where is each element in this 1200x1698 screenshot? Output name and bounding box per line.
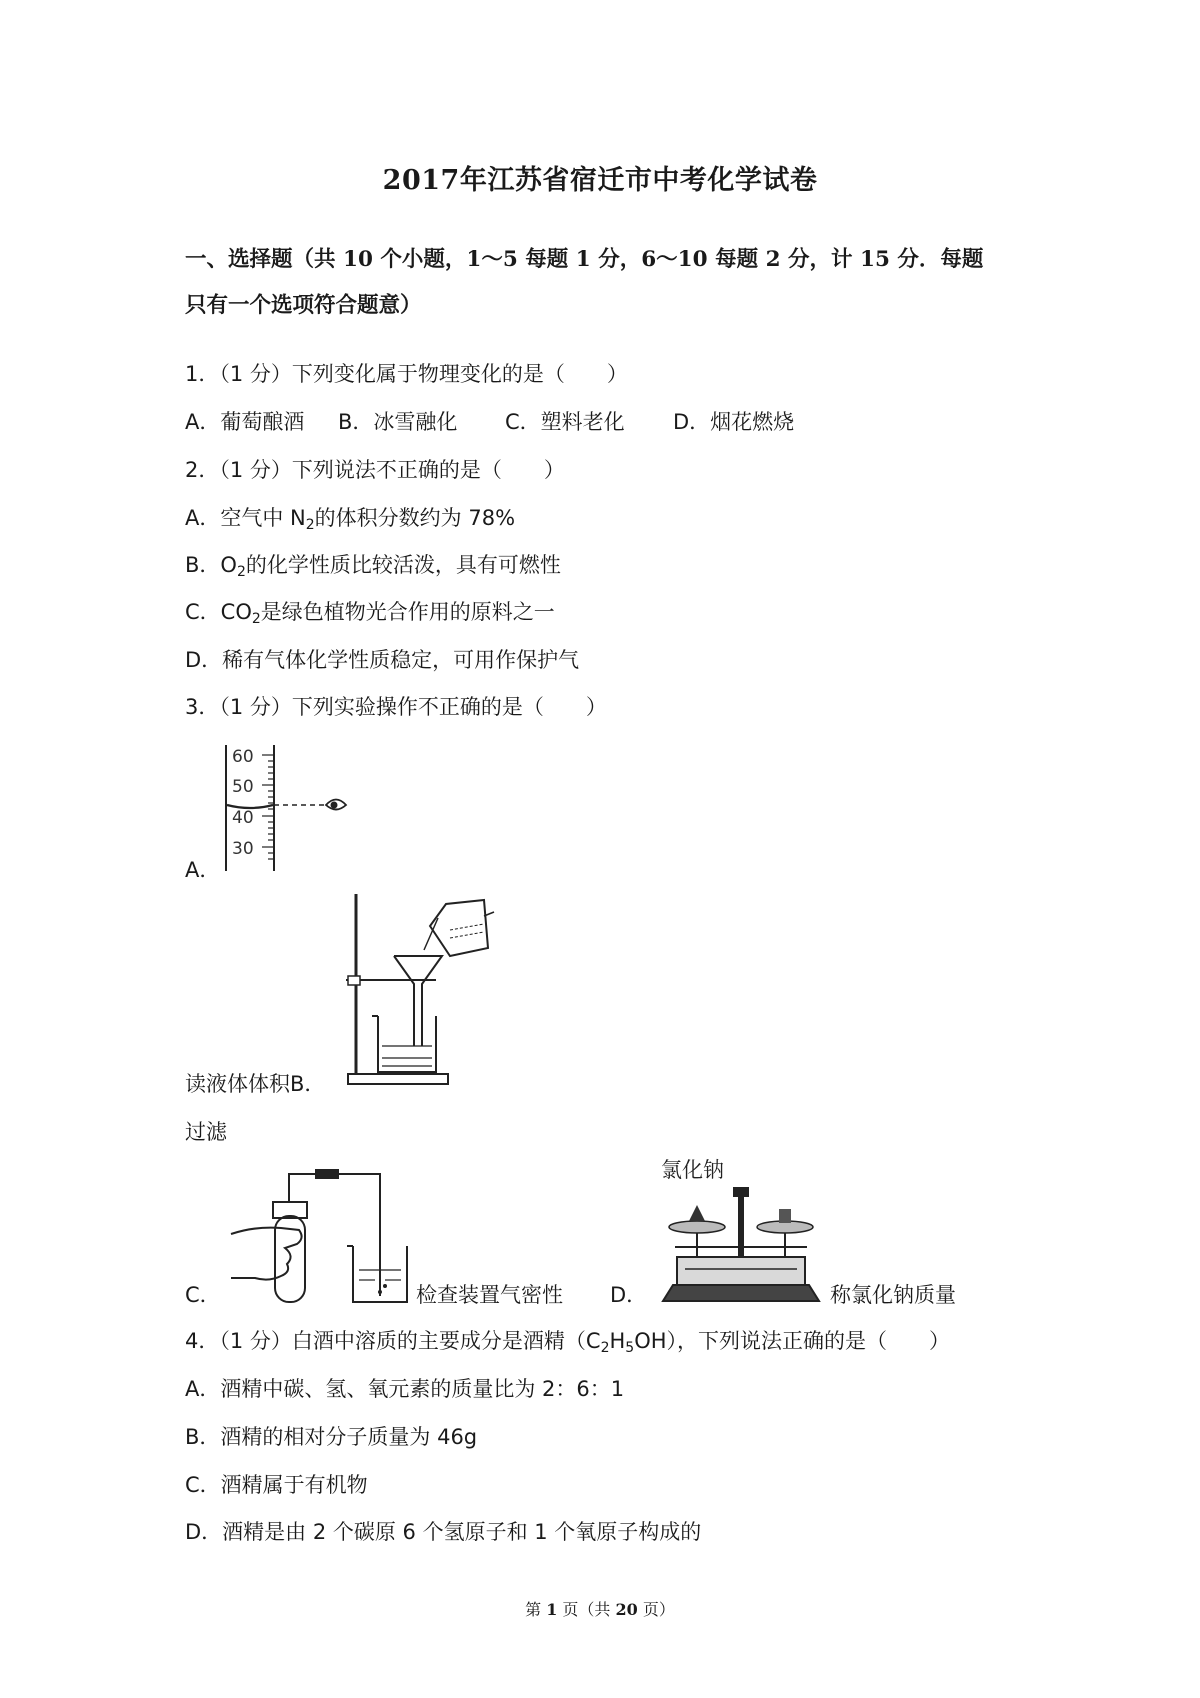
current-page: 1 xyxy=(546,1600,558,1619)
cylinder-tick-40: 40 xyxy=(232,808,254,828)
cylinder-tick-30: 30 xyxy=(232,839,254,859)
q2-option-d: D．稀有气体化学性质稳定，可用作保护气 xyxy=(185,648,580,672)
q1-option-d: D．烟花燃烧 xyxy=(673,410,795,434)
balance-label: 氯化钠 xyxy=(661,1158,724,1182)
q4-option-a: A．酒精中碳、氢、氧元素的质量比为 2：6：1 xyxy=(185,1377,625,1401)
q3-option-b-label: B． xyxy=(290,1072,326,1096)
cylinder-tick-50: 50 xyxy=(232,777,254,797)
cylinder-figure xyxy=(222,743,352,873)
filtration-figure xyxy=(338,886,510,1088)
q1-options xyxy=(185,408,794,436)
q4-option-b: B．酒精的相对分子质量为 46g xyxy=(185,1425,478,1449)
q3-option-b-caption: 过滤 xyxy=(185,1120,227,1144)
q4-stem: 4．（1 分）白酒中溶质的主要成分是酒精$(C_2H_5OH)$，下列说法正确的是（ ） xyxy=(185,1329,951,1356)
q3-stem: 3．（1 分）下列实验操作不正确的是（ ） xyxy=(185,695,607,719)
q1-option-b: B．冰雪融化 xyxy=(338,410,458,434)
balance-figure xyxy=(655,1157,827,1307)
page-title: 2017年江苏省宿迁市中考化学试卷 xyxy=(382,165,818,196)
total-pages: 20 xyxy=(615,1600,638,1619)
section-heading-line1: 一、选择题（共 10 个小题，1～5 每题 1 分，6～10 每题 2 分，计 15 分．每题 xyxy=(185,247,984,272)
q1-option-c: C．塑料老化 xyxy=(505,410,625,434)
q3-option-c-caption: 检查装置气密性 xyxy=(416,1283,563,1307)
q3-option-d-caption: 称氯化钠质量 xyxy=(830,1283,956,1307)
q3-option-d-label: D． xyxy=(610,1283,648,1307)
page-footer: 第 1 页（共 20 页） xyxy=(525,1600,675,1619)
q1-option-a: A．葡萄酿酒 xyxy=(185,410,305,434)
section-heading-line2: 只有一个选项符合题意） xyxy=(185,293,422,318)
airtight-figure xyxy=(225,1166,415,1306)
q2-option-c: C．$CO_2$是绿色植物光合作用的原料之一 xyxy=(185,600,555,627)
q3-option-a-caption: 读液体体积B． xyxy=(185,1072,326,1096)
q2-stem: 2．（1 分）下列说法不正确的是（ ） xyxy=(185,458,565,482)
q3-option-c-label: C． xyxy=(185,1283,221,1307)
q2-option-b: B．$O_2$的化学性质比较活泼，具有可燃性 xyxy=(185,553,561,580)
q2-option-a: A．空气中 $N_2$的体积分数约为 78% xyxy=(185,506,516,533)
cylinder-tick-60: 60 xyxy=(232,747,254,767)
q4-option-c: C．酒精属于有机物 xyxy=(185,1473,368,1497)
q3-option-a-label: A． xyxy=(185,858,221,882)
eye-icon xyxy=(326,800,346,810)
q1-stem: 1．（1 分）下列变化属于物理变化的是（ ） xyxy=(185,362,628,386)
q4-option-d: D．酒精是由 2 个碳原 6 个氢原子和 1 个氧原子构成的 xyxy=(185,1520,702,1544)
